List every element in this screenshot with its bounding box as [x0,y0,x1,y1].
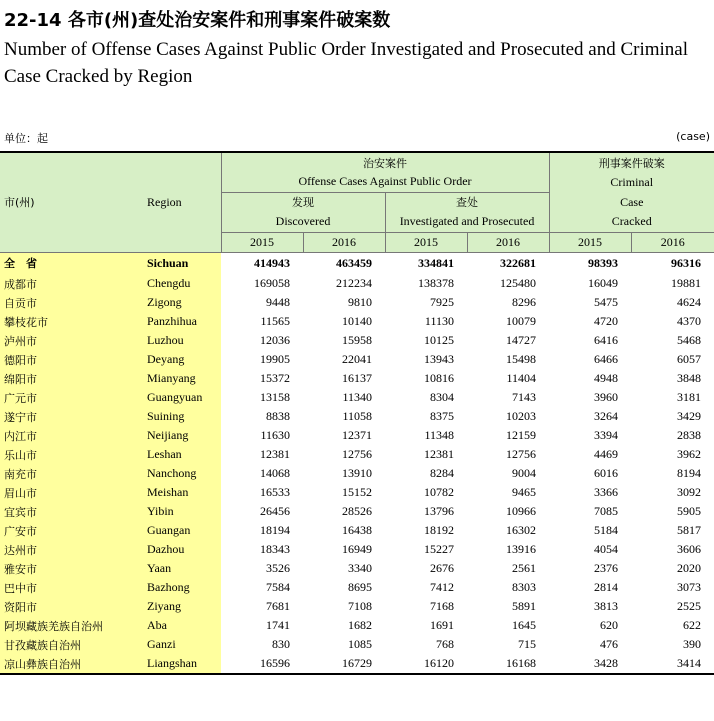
row-value: 10966 [506,504,536,518]
row-value: 768 [436,637,454,651]
row-value: 9448 [266,295,290,309]
row-value: 3813 [594,599,618,613]
row-region-cn: 自贡市 [0,293,133,312]
row-region-en: Zigong [133,293,221,312]
row-value: 15227 [424,542,454,556]
row-region-en: Bazhong [133,578,221,597]
header-public-order-cn: 治安案件 [221,152,549,172]
row-region-cn: 绵阳市 [0,369,133,388]
row-value: 12381 [424,447,454,461]
row-value: 1682 [348,618,372,632]
row-value: 3092 [677,485,701,499]
header-investigated-cn: 查处 [385,192,549,212]
table-row [0,293,714,312]
table-row [0,426,714,445]
row-region-en: Yibin [133,502,221,521]
header-year: 2016 [303,232,385,252]
row-region-en: Dazhou [133,540,221,559]
header-region: Region [133,152,221,252]
unit-label: 单位：起 [4,132,48,145]
row-value: 5475 [594,295,618,309]
row-value: 15152 [342,485,372,499]
row-value: 830 [272,637,290,651]
unit-label-english: (case) [676,130,710,143]
page-title-english: Number of Offense Cases Against Public Order Investigated and Prosecuted and Criminal Case Cracked by Region [4,39,689,87]
row-value: 3073 [677,580,701,594]
row-value: 622 [683,618,701,632]
row-region-cn: 南充市 [0,464,133,483]
row-region-cn: 巴中市 [0,578,133,597]
row-value: 8304 [430,390,454,404]
row-value: 13943 [424,352,454,366]
row-value: 16533 [260,485,290,499]
row-value: 3526 [266,561,290,575]
row-value: 28526 [342,504,372,518]
row-region-cn: 成都市 [0,274,133,293]
row-value: 98393 [588,255,618,270]
row-region-cn: 甘孜藏族自治州 [0,635,133,654]
header-year: 2015 [221,232,303,252]
row-value: 3428 [549,654,631,674]
row-value: 11348 [424,428,454,442]
row-value: 4469 [594,447,618,461]
row-region-cn: 攀枝花市 [0,312,133,331]
row-value: 212234 [336,276,372,290]
table-row [0,252,714,274]
row-region-cn: 乐山市 [0,445,133,464]
row-region-cn: 内江市 [0,426,133,445]
row-region-en: Neijiang [133,426,221,445]
row-value: 6416 [594,333,618,347]
row-value: 3848 [677,371,701,385]
row-value: 9004 [512,466,536,480]
row-value: 4054 [594,542,618,556]
row-value: 12381 [260,447,290,461]
row-value: 7584 [266,580,290,594]
row-value: 8375 [430,409,454,423]
row-value: 10816 [424,371,454,385]
row-value: 12036 [260,333,290,347]
page-title-chinese: 22-14 各市(州)查处治安案件和刑事案件破案数 [4,10,391,31]
row-region-cn: 眉山市 [0,483,133,502]
header-criminal-en-2: Case [549,192,714,212]
row-value: 16049 [588,276,618,290]
row-region-cn: 阿坝藏族羌族自治州 [0,616,133,635]
row-value: 125480 [500,276,536,290]
row-value: 5468 [677,333,701,347]
row-region-en: Guangan [133,521,221,540]
row-value: 11565 [260,314,290,328]
row-value: 3340 [348,561,372,575]
row-value: 11630 [260,428,290,442]
row-region-en: Deyang [133,350,221,369]
row-value: 7925 [430,295,454,309]
row-region-cn: 凉山彝族自治州 [0,654,133,674]
row-region-en: Sichuan [133,252,221,274]
header-criminal-en-3: Cracked [549,212,714,232]
table-body [0,252,714,674]
header-discovered-en: Discovered [221,212,385,232]
row-value: 8194 [677,466,701,480]
row-value: 3962 [677,447,701,461]
table-row [0,540,714,559]
row-value: 22041 [342,352,372,366]
row-value: 18192 [424,523,454,537]
row-value: 6016 [594,466,618,480]
row-value: 11404 [506,371,536,385]
header-city: 市(州) [0,152,133,252]
table-row [0,635,714,654]
table-row [0,521,714,540]
row-value: 16949 [342,542,372,556]
row-region-en: Meishan [133,483,221,502]
row-value: 8695 [348,580,372,594]
row-value: 8296 [512,295,536,309]
row-value: 16729 [303,654,385,674]
row-region-en: Aba [133,616,221,635]
table-row [0,502,714,521]
row-value: 7412 [430,580,454,594]
row-value: 322681 [500,255,536,270]
table-row [0,312,714,331]
table-row [0,369,714,388]
table-row [0,274,714,293]
row-value: 2020 [677,561,701,575]
row-region-cn: 泸州市 [0,331,133,350]
header-investigated-en: Investigated and Prosecuted [385,212,549,232]
row-region-cn: 资阳市 [0,597,133,616]
row-value: 334841 [418,255,454,270]
row-value: 3181 [677,390,701,404]
row-value: 19881 [671,276,701,290]
row-region-en: Ziyang [133,597,221,616]
row-value: 5817 [677,523,701,537]
row-value: 16137 [342,371,372,385]
row-value: 8838 [266,409,290,423]
row-value: 12159 [506,428,536,442]
table-row [0,350,714,369]
row-value: 12756 [506,447,536,461]
row-value: 7143 [512,390,536,404]
row-value: 9465 [512,485,536,499]
row-value: 1691 [430,618,454,632]
row-value: 12756 [342,447,372,461]
row-region-en: Nanchong [133,464,221,483]
row-value: 96316 [671,255,701,270]
row-value: 463459 [336,255,372,270]
row-region-cn: 广安市 [0,521,133,540]
table-row [0,445,714,464]
table-row [0,407,714,426]
header-year: 2015 [385,232,467,252]
row-value: 15958 [342,333,372,347]
row-value: 5184 [594,523,618,537]
row-region-en: Suining [133,407,221,426]
row-value: 4370 [677,314,701,328]
row-region-en: Liangshan [133,654,221,674]
row-value: 10079 [506,314,536,328]
table-header [0,152,714,252]
table-row [0,331,714,350]
row-value: 2376 [594,561,618,575]
row-value: 16168 [467,654,549,674]
row-value: 3366 [594,485,618,499]
row-value: 1741 [266,618,290,632]
row-value: 3264 [594,409,618,423]
row-value: 7108 [348,599,372,613]
row-value: 19905 [260,352,290,366]
row-value: 4948 [594,371,618,385]
row-value: 16302 [506,523,536,537]
row-value: 13910 [342,466,372,480]
row-value: 10782 [424,485,454,499]
row-value: 5905 [677,504,701,518]
row-value: 476 [600,637,618,651]
row-value: 16438 [342,523,372,537]
row-value: 620 [600,618,618,632]
row-value: 1085 [348,637,372,651]
row-value: 13796 [424,504,454,518]
row-region-en: Yaan [133,559,221,578]
table-row [0,464,714,483]
row-value: 3429 [677,409,701,423]
header-public-order-en: Offense Cases Against Public Order [221,172,549,192]
table-row [0,597,714,616]
row-value: 7168 [430,599,454,613]
row-value: 16596 [221,654,303,674]
row-region-cn: 雅安市 [0,559,133,578]
row-region-en: Leshan [133,445,221,464]
row-value: 169058 [254,276,290,290]
header-year: 2016 [467,232,549,252]
table-row [0,654,714,674]
row-value: 16120 [385,654,467,674]
row-value: 3394 [594,428,618,442]
row-value: 15498 [506,352,536,366]
row-region-cn: 德阳市 [0,350,133,369]
row-region-en: Ganzi [133,635,221,654]
row-value: 10203 [506,409,536,423]
row-region-cn: 全 省 [0,252,133,274]
row-value: 6466 [594,352,618,366]
row-value: 715 [518,637,536,651]
row-value: 18194 [260,523,290,537]
row-value: 7085 [594,504,618,518]
row-value: 14068 [260,466,290,480]
row-value: 2676 [430,561,454,575]
row-value: 12371 [342,428,372,442]
row-value: 9810 [348,295,372,309]
table-row [0,388,714,407]
row-value: 2814 [594,580,618,594]
header-discovered-cn: 发现 [221,192,385,212]
row-value: 13158 [260,390,290,404]
row-value: 8284 [430,466,454,480]
header-year: 2016 [631,232,714,252]
row-value: 11130 [424,314,454,328]
row-value: 26456 [260,504,290,518]
row-value: 2838 [677,428,701,442]
row-region-cn: 遂宁市 [0,407,133,426]
statistics-table [0,151,714,675]
row-value: 18343 [260,542,290,556]
row-value: 6057 [677,352,701,366]
row-value: 14727 [506,333,536,347]
row-value: 3960 [594,390,618,404]
row-value: 10140 [342,314,372,328]
header-year: 2015 [549,232,631,252]
row-value: 414943 [254,255,290,270]
row-value: 11058 [342,409,372,423]
row-value: 5891 [512,599,536,613]
table-row [0,578,714,597]
row-region-cn: 宜宾市 [0,502,133,521]
table-row [0,559,714,578]
row-region-en: Panzhihua [133,312,221,331]
row-value: 4720 [594,314,618,328]
table-row [0,483,714,502]
row-region-en: Chengdu [133,274,221,293]
row-region-en: Mianyang [133,369,221,388]
row-value: 4624 [677,295,701,309]
row-region-en: Luzhou [133,331,221,350]
row-value: 1645 [512,618,536,632]
row-value: 3414 [631,654,714,674]
table-row [0,616,714,635]
row-region-cn: 广元市 [0,388,133,407]
row-region-cn: 达州市 [0,540,133,559]
header-criminal-cn: 刑事案件破案 [549,152,714,172]
row-value: 3606 [677,542,701,556]
row-value: 2525 [677,599,701,613]
row-region-en: Guangyuan [133,388,221,407]
row-value: 8303 [512,580,536,594]
row-value: 390 [683,637,701,651]
row-value: 13916 [506,542,536,556]
row-value: 15372 [260,371,290,385]
row-value: 10125 [424,333,454,347]
row-value: 138378 [418,276,454,290]
row-value: 2561 [512,561,536,575]
row-value: 11340 [342,390,372,404]
header-criminal-en-1: Criminal [549,172,714,192]
row-value: 7681 [266,599,290,613]
